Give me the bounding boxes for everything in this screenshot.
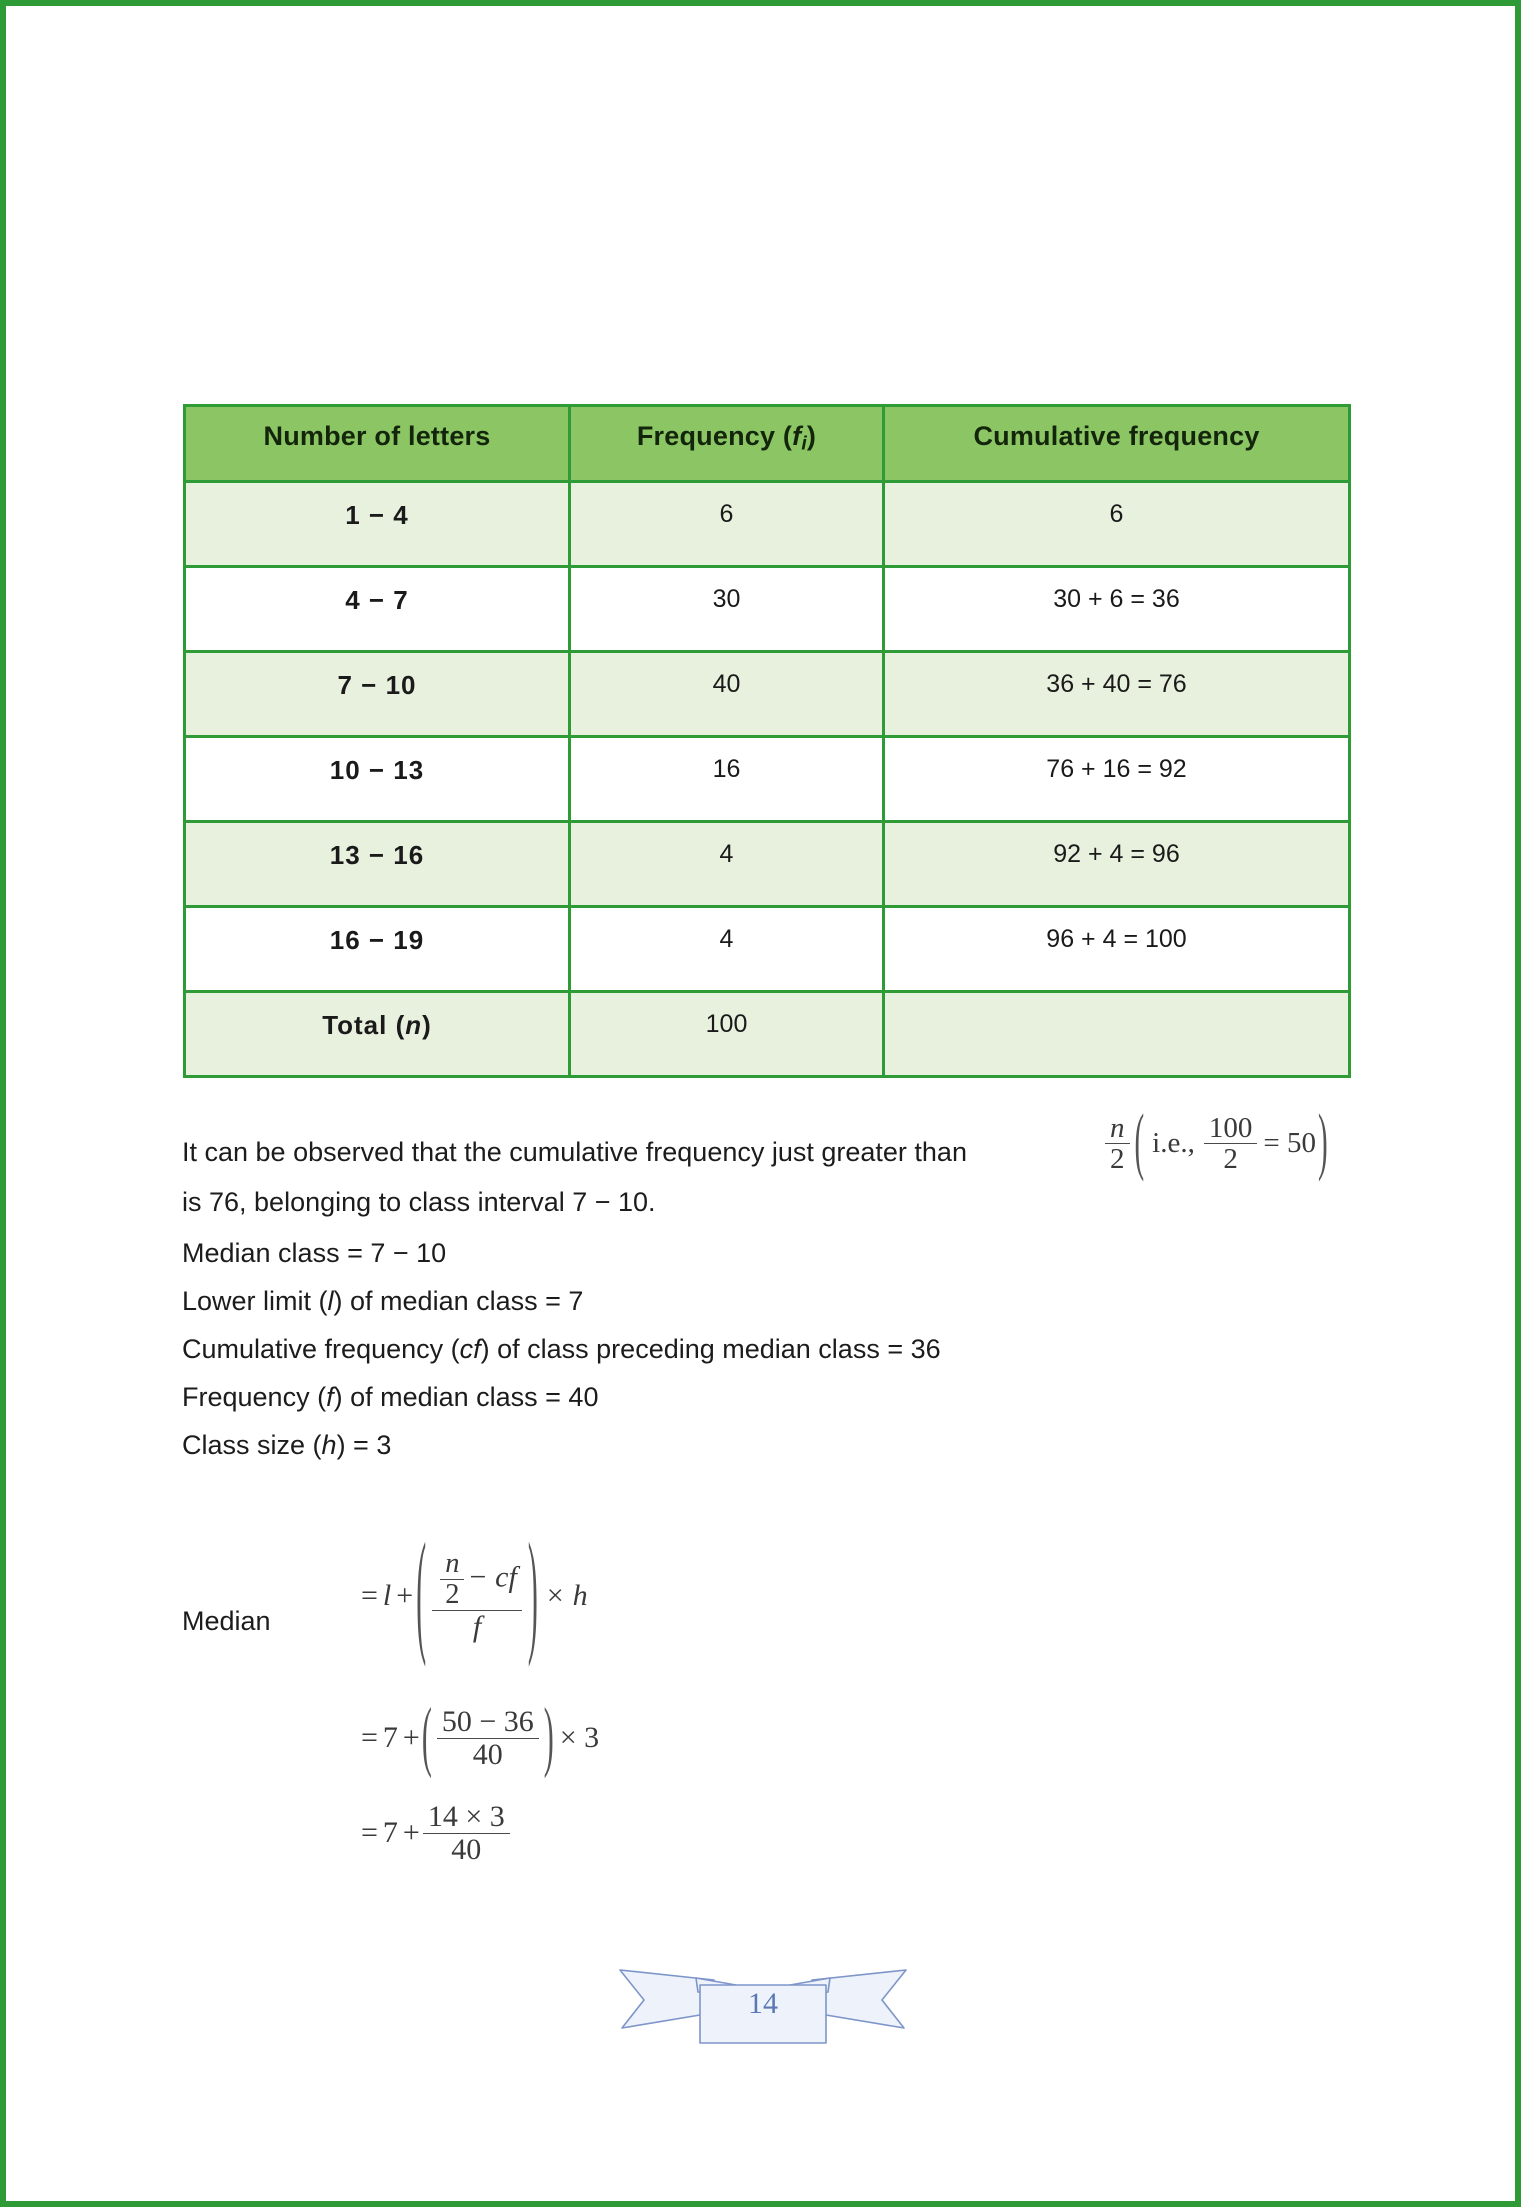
total-var: n [405,1010,423,1040]
fraction-numerator: 14 × 3 [427,1800,505,1833]
cell-interval: 13 − 16 [185,822,570,907]
minus-cf: − cf [467,1560,517,1594]
fraction-denominator: 2 [1204,1143,1258,1174]
cell-interval: 4 − 7 [185,567,570,652]
table-header-row [185,406,1350,482]
header-frequency [570,406,884,482]
page-number-ribbon-icon [618,1952,908,2056]
cell-total-frequency: 100 [570,992,884,1077]
cell-interval: 16 − 19 [185,907,570,992]
fraction-numerator [432,1549,522,1610]
median-formula-simplified [361,1801,513,1865]
header-frequency-prefix: Frequency ( [636,421,793,451]
cum-freq-prefix: Cumulative frequency ( [182,1334,460,1364]
observation-line-1: It can be observed that the cumulative frequency just greater than [182,1137,967,1167]
table-row [185,822,1350,907]
equals-fifty: = 50 [1263,1127,1316,1160]
cell-cumulative: 30 + 6 = 36 [884,567,1350,652]
cell-cumulative: 6 [884,482,1350,567]
cell-frequency: 4 [570,907,884,992]
header-number-of-letters: Number of letters [185,406,570,482]
inline-half-n-formula [1102,1101,1330,1185]
value-seven: 7 [382,1816,398,1849]
fraction-denominator: 40 [437,1738,539,1771]
cell-total-cumulative [884,992,1350,1077]
fraction-denominator: 40 [423,1833,510,1866]
page-content [6,6,1515,2201]
total-suffix: ) [422,1010,432,1040]
fraction-50-minus-36-over-40 [437,1706,539,1770]
times-h: × h [544,1578,588,1612]
inner-numerator: n [445,1548,460,1579]
cell-cumulative: 96 + 4 = 100 [884,907,1350,992]
fraction-14-times-3-over-40 [423,1801,510,1865]
class-size-var: h [321,1430,337,1460]
right-paren-icon: ) [1317,1101,1328,1185]
value-seven: 7 [382,1721,398,1754]
fraction-numerator: 100 [1208,1112,1253,1144]
class-size-prefix: Class size ( [182,1430,322,1460]
lower-limit-suffix: ) of median class = 7 [333,1286,584,1316]
lower-limit-prefix: Lower limit ( [182,1286,328,1316]
median-class-line: Median class = 7 − 10 [182,1238,447,1268]
cell-frequency: 16 [570,737,884,822]
table-total-row [185,992,1350,1077]
right-paren-icon: ) [543,1693,554,1780]
equals-sign: = [361,1816,378,1849]
cell-frequency: 4 [570,822,884,907]
frequency-suffix: ) of median class = 40 [333,1382,599,1412]
observation-line-2: is 76, belonging to class interval 7 − 10. [182,1187,656,1217]
cell-interval: 10 − 13 [185,737,570,822]
page-number: 14 [748,1987,778,2020]
cell-interval: 7 − 10 [185,652,570,737]
table-row [185,652,1350,737]
table-row [185,737,1350,822]
fraction-n-over-2 [1105,1113,1130,1175]
cum-freq-var: cf [459,1334,481,1364]
plus-sign: + [402,1816,420,1849]
cell-total-label [185,992,570,1077]
right-paren-icon: ) [527,1517,538,1670]
cum-freq-suffix: ) of class preceding median class = 36 [480,1334,941,1364]
plus-sign: + [396,1578,414,1612]
lower-limit-var: l [327,1286,334,1316]
cell-cumulative: 36 + 40 = 76 [884,652,1350,737]
fraction-100-over-2 [1204,1113,1258,1175]
times-three: × 3 [559,1721,600,1754]
equals-sign: = [361,1578,378,1612]
header-frequency-var: f [792,421,802,451]
median-formula-general [361,1517,588,1670]
cell-frequency: 40 [570,652,884,737]
lower-limit-line [182,1276,583,1326]
left-paren-icon: ( [421,1693,432,1780]
class-size-line [182,1420,391,1470]
frequency-line [182,1372,598,1422]
header-frequency-suffix: ) [806,421,817,451]
class-size-suffix: ) = 3 [336,1430,392,1460]
frequency-var: f [326,1382,334,1412]
fraction-denominator: f [432,1610,522,1643]
frequency-distribution-table [183,404,1351,1078]
cell-frequency: 6 [570,482,884,567]
median-label: Median [182,1606,271,1636]
frequency-prefix: Frequency ( [182,1382,327,1412]
table-body [185,482,1350,1077]
table-row [185,482,1350,567]
median-formula-substituted [361,1693,600,1780]
inner-fraction-n-over-2 [440,1549,464,1610]
left-paren-icon: ( [416,1517,427,1670]
table-row [185,907,1350,992]
plus-sign: + [402,1721,420,1754]
cell-cumulative: 76 + 16 = 92 [884,737,1350,822]
equals-sign: = [361,1721,378,1754]
left-paren-icon: ( [1134,1101,1145,1185]
variable-l: l [382,1578,392,1612]
ie-label: i.e., [1152,1127,1195,1160]
header-cumulative-frequency: Cumulative frequency [884,406,1350,482]
cumulative-frequency-line [182,1324,941,1374]
cell-cumulative: 92 + 4 = 96 [884,822,1350,907]
total-prefix: Total ( [322,1010,406,1040]
inner-denominator: 2 [440,1579,464,1610]
cell-interval: 1 − 4 [185,482,570,567]
header-frequency-subscript: i [801,432,807,455]
fraction-numerator: 50 − 36 [441,1705,534,1738]
fraction-numerator: n [1110,1112,1125,1144]
fraction-half-n-minus-cf-over-f [432,1549,522,1642]
table-row [185,567,1350,652]
table-header [185,406,1350,482]
fraction-denominator: 2 [1105,1143,1130,1174]
cell-frequency: 30 [570,567,884,652]
